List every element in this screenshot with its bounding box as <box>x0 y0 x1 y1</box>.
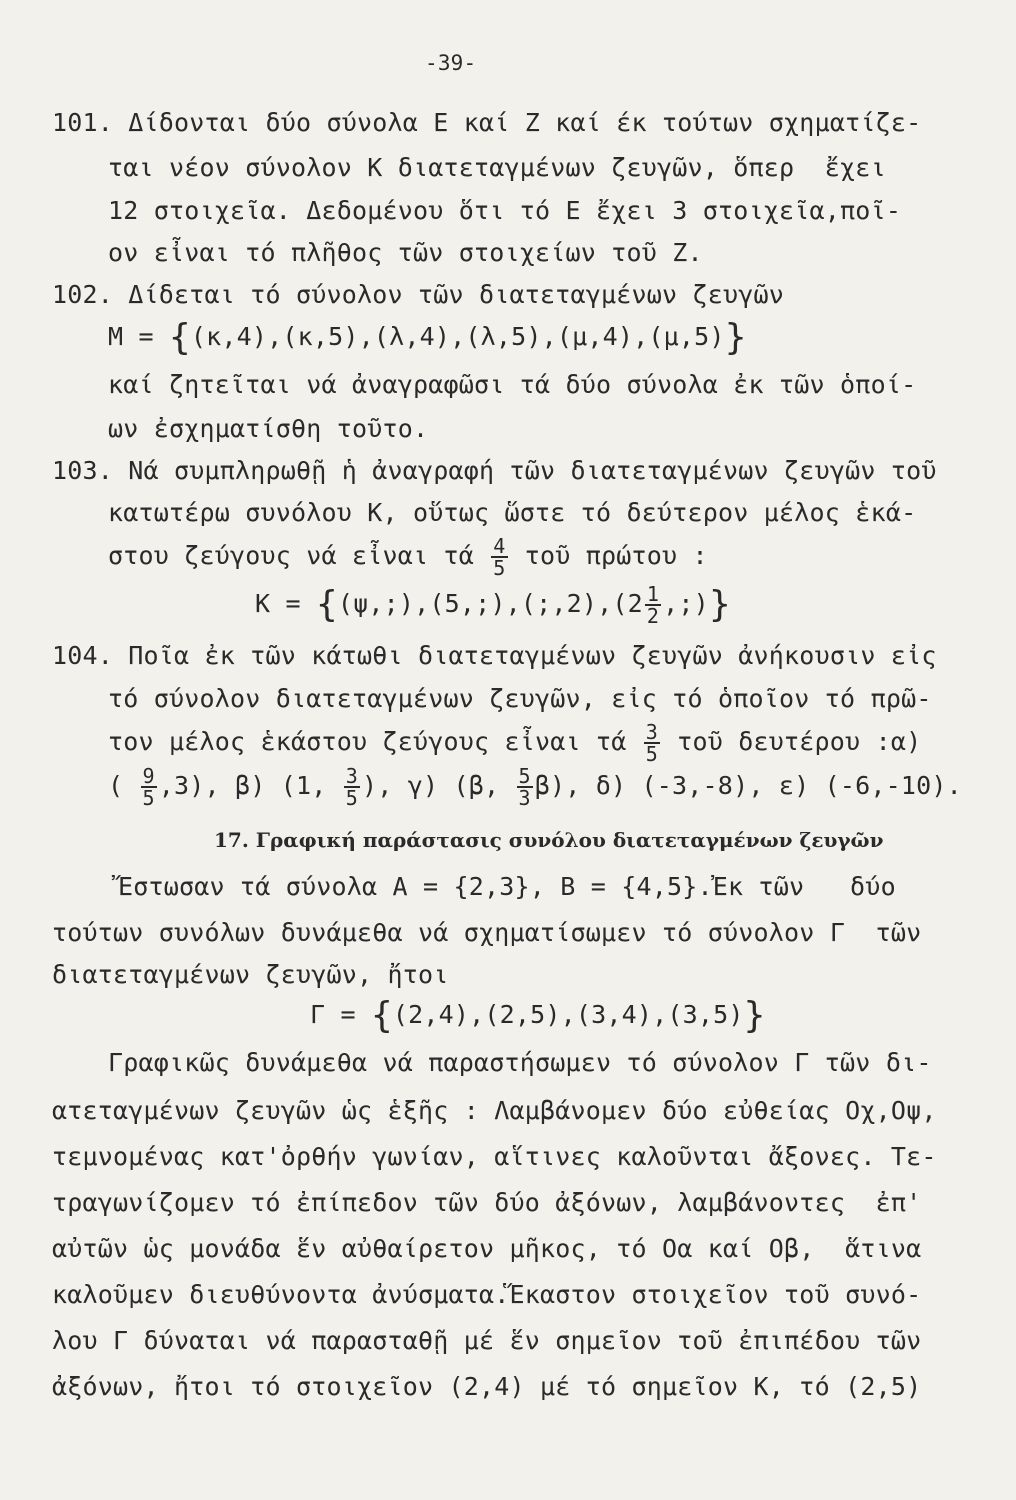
set-m-elements: (κ,4),(κ,5),(λ,4),(λ,5),(μ,4),(μ,5) <box>190 322 725 351</box>
section-paragraph-line: Γραφικῶς δυνάμεθα νά παραστήσωμεν τό σύνολον Γ τῶν δι- <box>108 1048 932 1077</box>
close-brace: } <box>724 317 747 358</box>
set-gamma <box>310 995 766 1036</box>
section-paragraph-line: ατεταγμένων ζευγῶν ὡς ἑξῆς : Λαμβάνομεν δύο εὐθείας Οχ,Οψ, <box>52 1096 937 1125</box>
option-text: β), δ) (-3,-8), ε) (-6,-10). <box>534 771 962 800</box>
denominator: 5 <box>645 742 659 766</box>
open-brace: { <box>316 584 338 625</box>
exercise-102-line-1: 102. Δίδεται τό σύνολον τῶν διατεταγμένων ζευγῶν <box>52 280 785 309</box>
denominator: 2 <box>646 604 660 628</box>
exercise-104-line-2: τό σύνολον διατεταγμένων ζευγῶν, εἰς τό ὁποῖον τό πρῶ- <box>108 684 932 713</box>
set-k-tail: ,;) <box>663 589 709 618</box>
set-k-prefix: Κ = <box>255 589 317 618</box>
section-paragraph-line: αὐτῶν ὡς μονάδα ἕν αὐθαίρετον μῆκος, τό Οα καί Οβ, ἅτινα <box>52 1234 922 1263</box>
denominator: 5 <box>142 786 155 810</box>
exercise-103-line-3 <box>108 536 708 578</box>
exercise-102-line-3: καί ζητεῖται νά ἀναγραφῶσι τά δύο σύνολα ἐκ τῶν ὁποί- <box>108 370 917 399</box>
option-text: ,3), β) (1, <box>158 771 342 800</box>
line-text: στου ζεύγους νά εἶναι τά <box>108 541 490 570</box>
section-paragraph-line: διατεταγμένων ζευγῶν, ἤτοι <box>52 960 449 989</box>
option-a-open: ( <box>108 771 139 800</box>
exercise-101-line-2: ται νέον σύνολον Κ διατεταγμένων ζευγῶν, ὅπερ ἔχει <box>108 153 886 182</box>
open-brace: { <box>371 995 393 1036</box>
fraction-four-fifths <box>491 536 507 578</box>
line-text: τοῦ δευτέρου :α) <box>662 727 922 756</box>
open-brace: { <box>169 317 191 358</box>
numerator: 4 <box>493 534 506 558</box>
exercise-103-set-k <box>255 584 731 626</box>
set-k-elements: (ψ,;),(5,;),(;,2),(2 <box>337 589 643 618</box>
section-paragraph-line: λου Γ δύναται νά παρασταθῇ μέ ἕν σημεῖον τοῦ ἐπιπέδου τῶν <box>52 1326 922 1355</box>
close-brace: } <box>708 584 731 625</box>
fraction-nine-fifths <box>141 766 157 808</box>
fraction-three-fifths <box>644 722 660 764</box>
section-paragraph-line: τραγωνίζομεν τό ἐπίπεδον τῶν δύο ἀξόνων, λαμβάνοντες ἐπ' <box>52 1188 922 1217</box>
exercise-104-options <box>108 766 962 808</box>
numerator: 5 <box>518 764 531 788</box>
numerator: 9 <box>142 764 155 788</box>
set-gamma-prefix: Γ = <box>310 1000 372 1029</box>
exercise-101-line-4: ον εἶναι τό πλῆθος τῶν στοιχείων τοῦ Ζ. <box>108 238 703 267</box>
section-paragraph-line: τεμνομένας κατ'ὀρθήν γωνίαν, αἵτινες καλοῦνται ἄξονες. Τε- <box>52 1142 937 1171</box>
line-text: τον μέλος ἑκάστου ζεύγους εἶναι τά <box>108 727 642 756</box>
numerator: 3 <box>345 764 359 788</box>
fraction-one-half <box>645 584 661 626</box>
fraction-five-thirds <box>517 766 533 808</box>
section-paragraph-line: καλοῦμεν διευθύνοντα ἀνύσματα.Ἕκαστον στοιχεῖον τοῦ συνό- <box>52 1280 922 1309</box>
set-gamma-elements: (2,4),(2,5),(3,4),(3,5) <box>392 1000 744 1029</box>
exercise-104-line-3 <box>108 722 921 764</box>
section-paragraph-line: ἀξόνων, ἤτοι τό στοιχεῖον (2,4) μέ τό σημεῖον Κ, τό (2,5) <box>52 1372 922 1401</box>
exercise-101-line-1: 101. Δίδονται δύο σύνολα Ε καί Ζ καί έκ τούτων σχηματίζε- <box>52 108 922 137</box>
line-text: τοῦ πρώτου : <box>509 541 708 570</box>
numerator: 1 <box>646 582 660 606</box>
exercise-103-line-2: κατωτέρω συνόλου Κ, οὕτως ὥστε τό δεύτερον μέλος ἑκά- <box>108 498 917 527</box>
exercise-104-line-1: 104. Ποῖα ἐκ τῶν κάτωθι διατεταγμένων ζευγῶν ἀνήκουσιν εἰς <box>52 641 937 670</box>
section-paragraph-line: Ἔστωσαν τά σύνολα Α = {2,3}, Β = {4,5}.Ἐκ τῶν δύο <box>118 872 896 901</box>
set-m-prefix: Μ = <box>108 322 170 351</box>
exercise-101-line-3: 12 στοιχεῖα. Δεδομένου ὅτι τό Ε ἔχει 3 στοιχεῖα,ποῖ- <box>108 196 902 225</box>
fraction-three-fifths <box>344 766 360 808</box>
page-number: -39- <box>425 51 477 75</box>
denominator: 5 <box>493 556 506 580</box>
section-heading: 17. Γραφική παράστασις συνόλου διατεταγμένων ζευγῶν <box>214 828 884 852</box>
numerator: 3 <box>645 720 659 744</box>
exercise-102-line-4: ων ἐσχηματίσθη τοῦτο. <box>108 414 429 443</box>
exercise-102-set-m <box>108 317 747 358</box>
close-brace: } <box>743 995 766 1036</box>
exercise-103-line-1: 103. Νά συμπληρωθῇ ἡ ἀναγραφή τῶν διατεταγμένων ζευγῶν τοῦ <box>52 456 937 485</box>
denominator: 3 <box>518 786 531 810</box>
option-text: ), γ) (β, <box>362 771 515 800</box>
section-paragraph-line: τούτων συνόλων δυνάμεθα νά σχηματίσωμεν τό σύνολον Γ τῶν <box>52 918 922 947</box>
denominator: 5 <box>345 786 359 810</box>
